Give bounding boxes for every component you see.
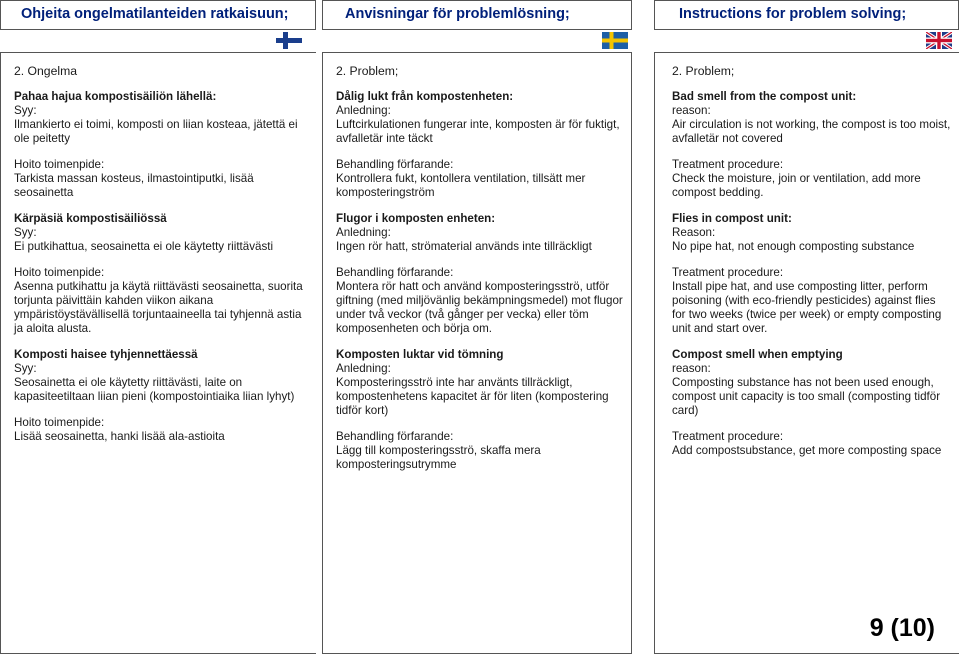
fi-problem-3-treatment-label: Hoito toimenpide: bbox=[14, 416, 105, 429]
en-problem-3 bbox=[672, 348, 951, 418]
fi-problem-3-treatment-block bbox=[14, 416, 308, 444]
fi-problem-3-title: Komposti haisee tyhjennettäessä bbox=[14, 348, 198, 361]
fi-problem-1-treatment-label: Hoito toimenpide: bbox=[14, 158, 105, 171]
sv-problem-2-treatment: Montera rör hatt och använd komposteringsströ, utför giftning (med miljövänlig bekämpningsmedel) mot flugor under två veckor (två gånger per vecka) eller töm komposenheten och börja om. bbox=[336, 280, 623, 335]
finnish-title: Ohjeita ongelmatilanteiden ratkaisuun; bbox=[0, 0, 316, 30]
fi-problem-2 bbox=[14, 212, 308, 254]
sv-problem-2-title: Flugor i komposten enheten: bbox=[336, 212, 496, 225]
sv-problem-3-title: Komposten luktar vid tömning bbox=[336, 348, 504, 361]
fi-problem-3 bbox=[14, 348, 308, 404]
sv-problem-3-cause-label: Anledning: bbox=[336, 362, 391, 375]
en-problem-2-treatment: Install pipe hat, and use composting litter, perform poisoning (with eco-friendly pesticides) against flies for two weeks (twice per week) or empty composting unit and start over. bbox=[672, 280, 942, 335]
en-problem-3-cause: Composting substance has not been used enough, compost unit capacity is too small (composting tidför card) bbox=[672, 376, 941, 417]
en-problem-2-treatment-label: Treatment procedure: bbox=[672, 266, 784, 279]
swedish-title: Anvisningar för problemlösning; bbox=[322, 0, 632, 30]
en-problem-2-cause-label: Reason: bbox=[672, 226, 716, 239]
sv-problem-1-cause: Luftcirkulationen fungerar inte, komposten är för fuktigt, avfalletär inte täckt bbox=[336, 118, 620, 145]
sv-problem-3-treatment: Lägg till komposteringsströ, skaffa mera komposteringsutrymme bbox=[336, 444, 541, 471]
sv-problem-2-treatment-block bbox=[336, 266, 624, 336]
sv-problem-3-cause: Komposteringsströ inte har använts tillräckligt, kompostenhetens kapacitet är för liten (kompostering tidför kort) bbox=[336, 376, 609, 417]
en-problem-1-title: Bad smell from the compost unit: bbox=[672, 90, 857, 103]
finland-flag-icon bbox=[276, 32, 302, 49]
fi-problem-1-treatment-block bbox=[14, 158, 308, 200]
fi-problem-2-treatment-label: Hoito toimenpide: bbox=[14, 266, 105, 279]
sweden-flag-icon bbox=[602, 32, 628, 49]
en-problem-2-treatment-block bbox=[672, 266, 951, 336]
page-number: 9 (10) bbox=[869, 614, 935, 642]
en-problem-3-treatment: Add compostsubstance, get more composting space bbox=[672, 444, 942, 457]
fi-problem-1-cause-label: Syy: bbox=[14, 104, 37, 117]
sv-problem-3 bbox=[336, 348, 624, 418]
sv-problem-2-cause-label: Anledning: bbox=[336, 226, 391, 239]
en-problem-1-cause: Air circulation is not working, the compost is too moist, avfalletär not covered bbox=[672, 118, 951, 145]
sv-problem-1-treatment: Kontrollera fukt, kontollera ventilation, tillsätt mer komposteringström bbox=[336, 172, 586, 199]
fi-problem-2-treatment: Asenna putkihattu ja käytä riittävästi seosainetta, suorita torjunta päivittäin kahden viikon aikana ympäristöystävällisellä torjuntaaineella tai tyhjennä astia ja aloita alusta. bbox=[14, 280, 303, 335]
fi-problem-1-title: Pahaa hajua kompostisäiliön lähellä: bbox=[14, 90, 217, 103]
fi-problem-1-treatment: Tarkista massan kosteus, ilmastointiputki, lisää seosainetta bbox=[14, 172, 254, 199]
english-heading: 2. Problem; bbox=[672, 64, 735, 78]
en-problem-3-title: Compost smell when emptying bbox=[672, 348, 843, 361]
en-problem-1-treatment-label: Treatment procedure: bbox=[672, 158, 784, 171]
en-problem-2 bbox=[672, 212, 951, 254]
en-problem-1 bbox=[672, 90, 951, 146]
sv-problem-2 bbox=[336, 212, 624, 254]
en-problem-2-cause: No pipe hat, not enough composting substance bbox=[672, 240, 915, 253]
en-problem-3-cause-label: reason: bbox=[672, 362, 711, 375]
swedish-heading: 2. Problem; bbox=[336, 64, 399, 78]
uk-flag-icon bbox=[926, 32, 952, 49]
sv-problem-2-cause: Ingen rör hatt, strömaterial används inte tillräckligt bbox=[336, 240, 592, 253]
sv-problem-1 bbox=[336, 90, 624, 146]
english-title: Instructions for problem solving; bbox=[654, 0, 959, 30]
en-problem-3-treatment-block bbox=[672, 430, 951, 458]
sv-problem-1-treatment-block bbox=[336, 158, 624, 200]
sv-problem-2-treatment-label: Behandling förfarande: bbox=[336, 266, 454, 279]
en-problem-1-treatment: Check the moisture, join or ventilation, add more compost bedding. bbox=[672, 172, 921, 199]
en-problem-1-cause-label: reason: bbox=[672, 104, 711, 117]
finnish-column bbox=[0, 0, 316, 654]
fi-problem-2-title: Kärpäsiä kompostisäiliössä bbox=[14, 212, 167, 225]
fi-problem-2-cause: Ei putkihattua, seosainetta ei ole käytetty riittävästi bbox=[14, 240, 274, 253]
en-problem-3-treatment-label: Treatment procedure: bbox=[672, 430, 784, 443]
english-column bbox=[654, 0, 959, 654]
fi-problem-3-cause: Seosainetta ei ole käytetty riittävästi, laite on kapasiteetiltaan liian pieni (kompostointiaika liian lyhyt) bbox=[14, 376, 295, 403]
swedish-text bbox=[336, 64, 624, 484]
sv-problem-3-treatment-block bbox=[336, 430, 624, 472]
swedish-column bbox=[322, 0, 632, 654]
fi-problem-1-cause: Ilmankierto ei toimi, komposti on liian kosteaa, jätettä ei ole peitetty bbox=[14, 118, 298, 145]
sv-problem-1-cause-label: Anledning: bbox=[336, 104, 391, 117]
finnish-heading: 2. Ongelma bbox=[14, 64, 78, 78]
sv-problem-3-treatment-label: Behandling förfarande: bbox=[336, 430, 454, 443]
fi-problem-2-cause-label: Syy: bbox=[14, 226, 37, 239]
fi-problem-3-cause-label: Syy: bbox=[14, 362, 37, 375]
en-problem-1-treatment-block bbox=[672, 158, 951, 200]
en-problem-2-title: Flies in compost unit: bbox=[672, 212, 792, 225]
fi-problem-1 bbox=[14, 90, 308, 146]
sv-problem-1-treatment-label: Behandling förfarande: bbox=[336, 158, 454, 171]
fi-problem-3-treatment: Lisää seosainetta, hanki lisää ala-astioita bbox=[14, 430, 225, 443]
finnish-text bbox=[14, 64, 308, 456]
fi-problem-2-treatment-block bbox=[14, 266, 308, 336]
english-text bbox=[672, 64, 951, 470]
sv-problem-1-title: Dålig lukt från kompostenheten: bbox=[336, 90, 514, 103]
